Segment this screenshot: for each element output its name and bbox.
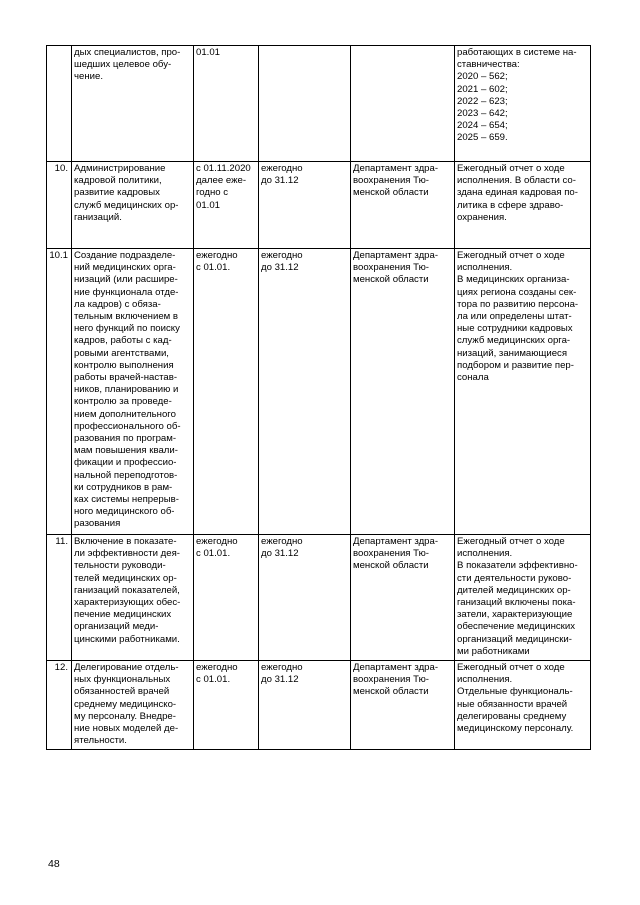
start-date-cell: 01.01 — [194, 46, 259, 162]
executor-cell: Департамент здра- воохранения Тю- менской области — [351, 249, 455, 535]
result-cell: Ежегодный отчет о ходе исполнения. В области со- здана единая кадровая по- литика в сфере здраво- охранения. — [455, 162, 591, 249]
page-number: 48 — [48, 858, 60, 870]
table-row — [47, 162, 591, 249]
end-date-cell: ежегодно до 31.12 — [259, 661, 351, 750]
end-date-cell: ежегодно до 31.12 — [259, 249, 351, 535]
row-number-cell: 10.1 — [47, 249, 72, 535]
row-number-cell — [47, 46, 72, 162]
row-number-cell: 12. — [47, 661, 72, 750]
activity-cell: дых специалистов, про- шедших целевое обу- чение. — [72, 46, 194, 162]
result-cell: Ежегодный отчет о ходе исполнения. В показатели эффективно- сти деятельности руково- дителей медицинских ор- ганизаций включены пока- затели, характеризующие обеспечение медицинских организаций медицински- ми работниками — [455, 535, 591, 661]
start-date-cell: с 01.11.2020 далее еже- годно с 01.01 — [194, 162, 259, 249]
table-row — [47, 661, 591, 750]
result-cell: Ежегодный отчет о ходе исполнения. В медицинских организа- циях региона созданы сек- тора по развитию персона- ла или определены штат- ные сотрудники кадровых служб медицинских орга- низаций, занимающиеся подбором и развитие пер- сонала — [455, 249, 591, 535]
start-date-cell: ежегодно с 01.01. — [194, 535, 259, 661]
activity-cell: Делегирование отдель- ных функциональных обязанностей врачей среднему медицинско- му персоналу. Внедре- ние новых моделей де- ятельности. — [72, 661, 194, 750]
result-cell: работающих в системе на- ставничества: 2020 – 562; 2021 – 602; 2022 – 623; 2023 – 642; 2024 – 654; 2025 – 659. — [455, 46, 591, 162]
activity-cell: Включение в показате- ли эффективности дея- тельности руководи- телей медицинских ор- ганизаций показателей, характеризующих обес- печение медицинских организаций меди- цинскими работниками. — [72, 535, 194, 661]
end-date-cell — [259, 46, 351, 162]
activity-cell: Создание подразделе- ний медицинских орга- низаций (или расшире- ние функционала отде- ла кадров) с обяза- тельным включением в него функций по поиску кадров, работы с кад- ровыми агентствами, контролю выполнения работы врачей-настав- ников, планированию и контролю за проведе- нием дополнительного профессионального об- разования по програм- мам повышения квали- фикации и профессио- нальной переподготов- ки сотрудников в рам- ках системы непрерыв- ного медицинского об- разования — [72, 249, 194, 535]
measures-table — [46, 45, 591, 750]
executor-cell: Департамент здра- воохранения Тю- менской области — [351, 535, 455, 661]
result-cell: Ежегодный отчет о ходе исполнения. Отдельные функциональ- ные обязанности врачей делегированы среднему медицинскому персоналу. — [455, 661, 591, 750]
table-row — [47, 249, 591, 535]
table-row — [47, 535, 591, 661]
row-number-cell: 10. — [47, 162, 72, 249]
start-date-cell: ежегодно с 01.01. — [194, 661, 259, 750]
table-row — [47, 46, 591, 162]
end-date-cell: ежегодно до 31.12 — [259, 162, 351, 249]
executor-cell: Департамент здра- воохранения Тю- менской области — [351, 162, 455, 249]
end-date-cell: ежегодно до 31.12 — [259, 535, 351, 661]
start-date-cell: ежегодно с 01.01. — [194, 249, 259, 535]
executor-cell: Департамент здра- воохранения Тю- менской области — [351, 661, 455, 750]
executor-cell — [351, 46, 455, 162]
row-number-cell: 11. — [47, 535, 72, 661]
activity-cell: Администрирование кадровой политики, развитие кадровых служб медицинских ор- ганизаций. — [72, 162, 194, 249]
